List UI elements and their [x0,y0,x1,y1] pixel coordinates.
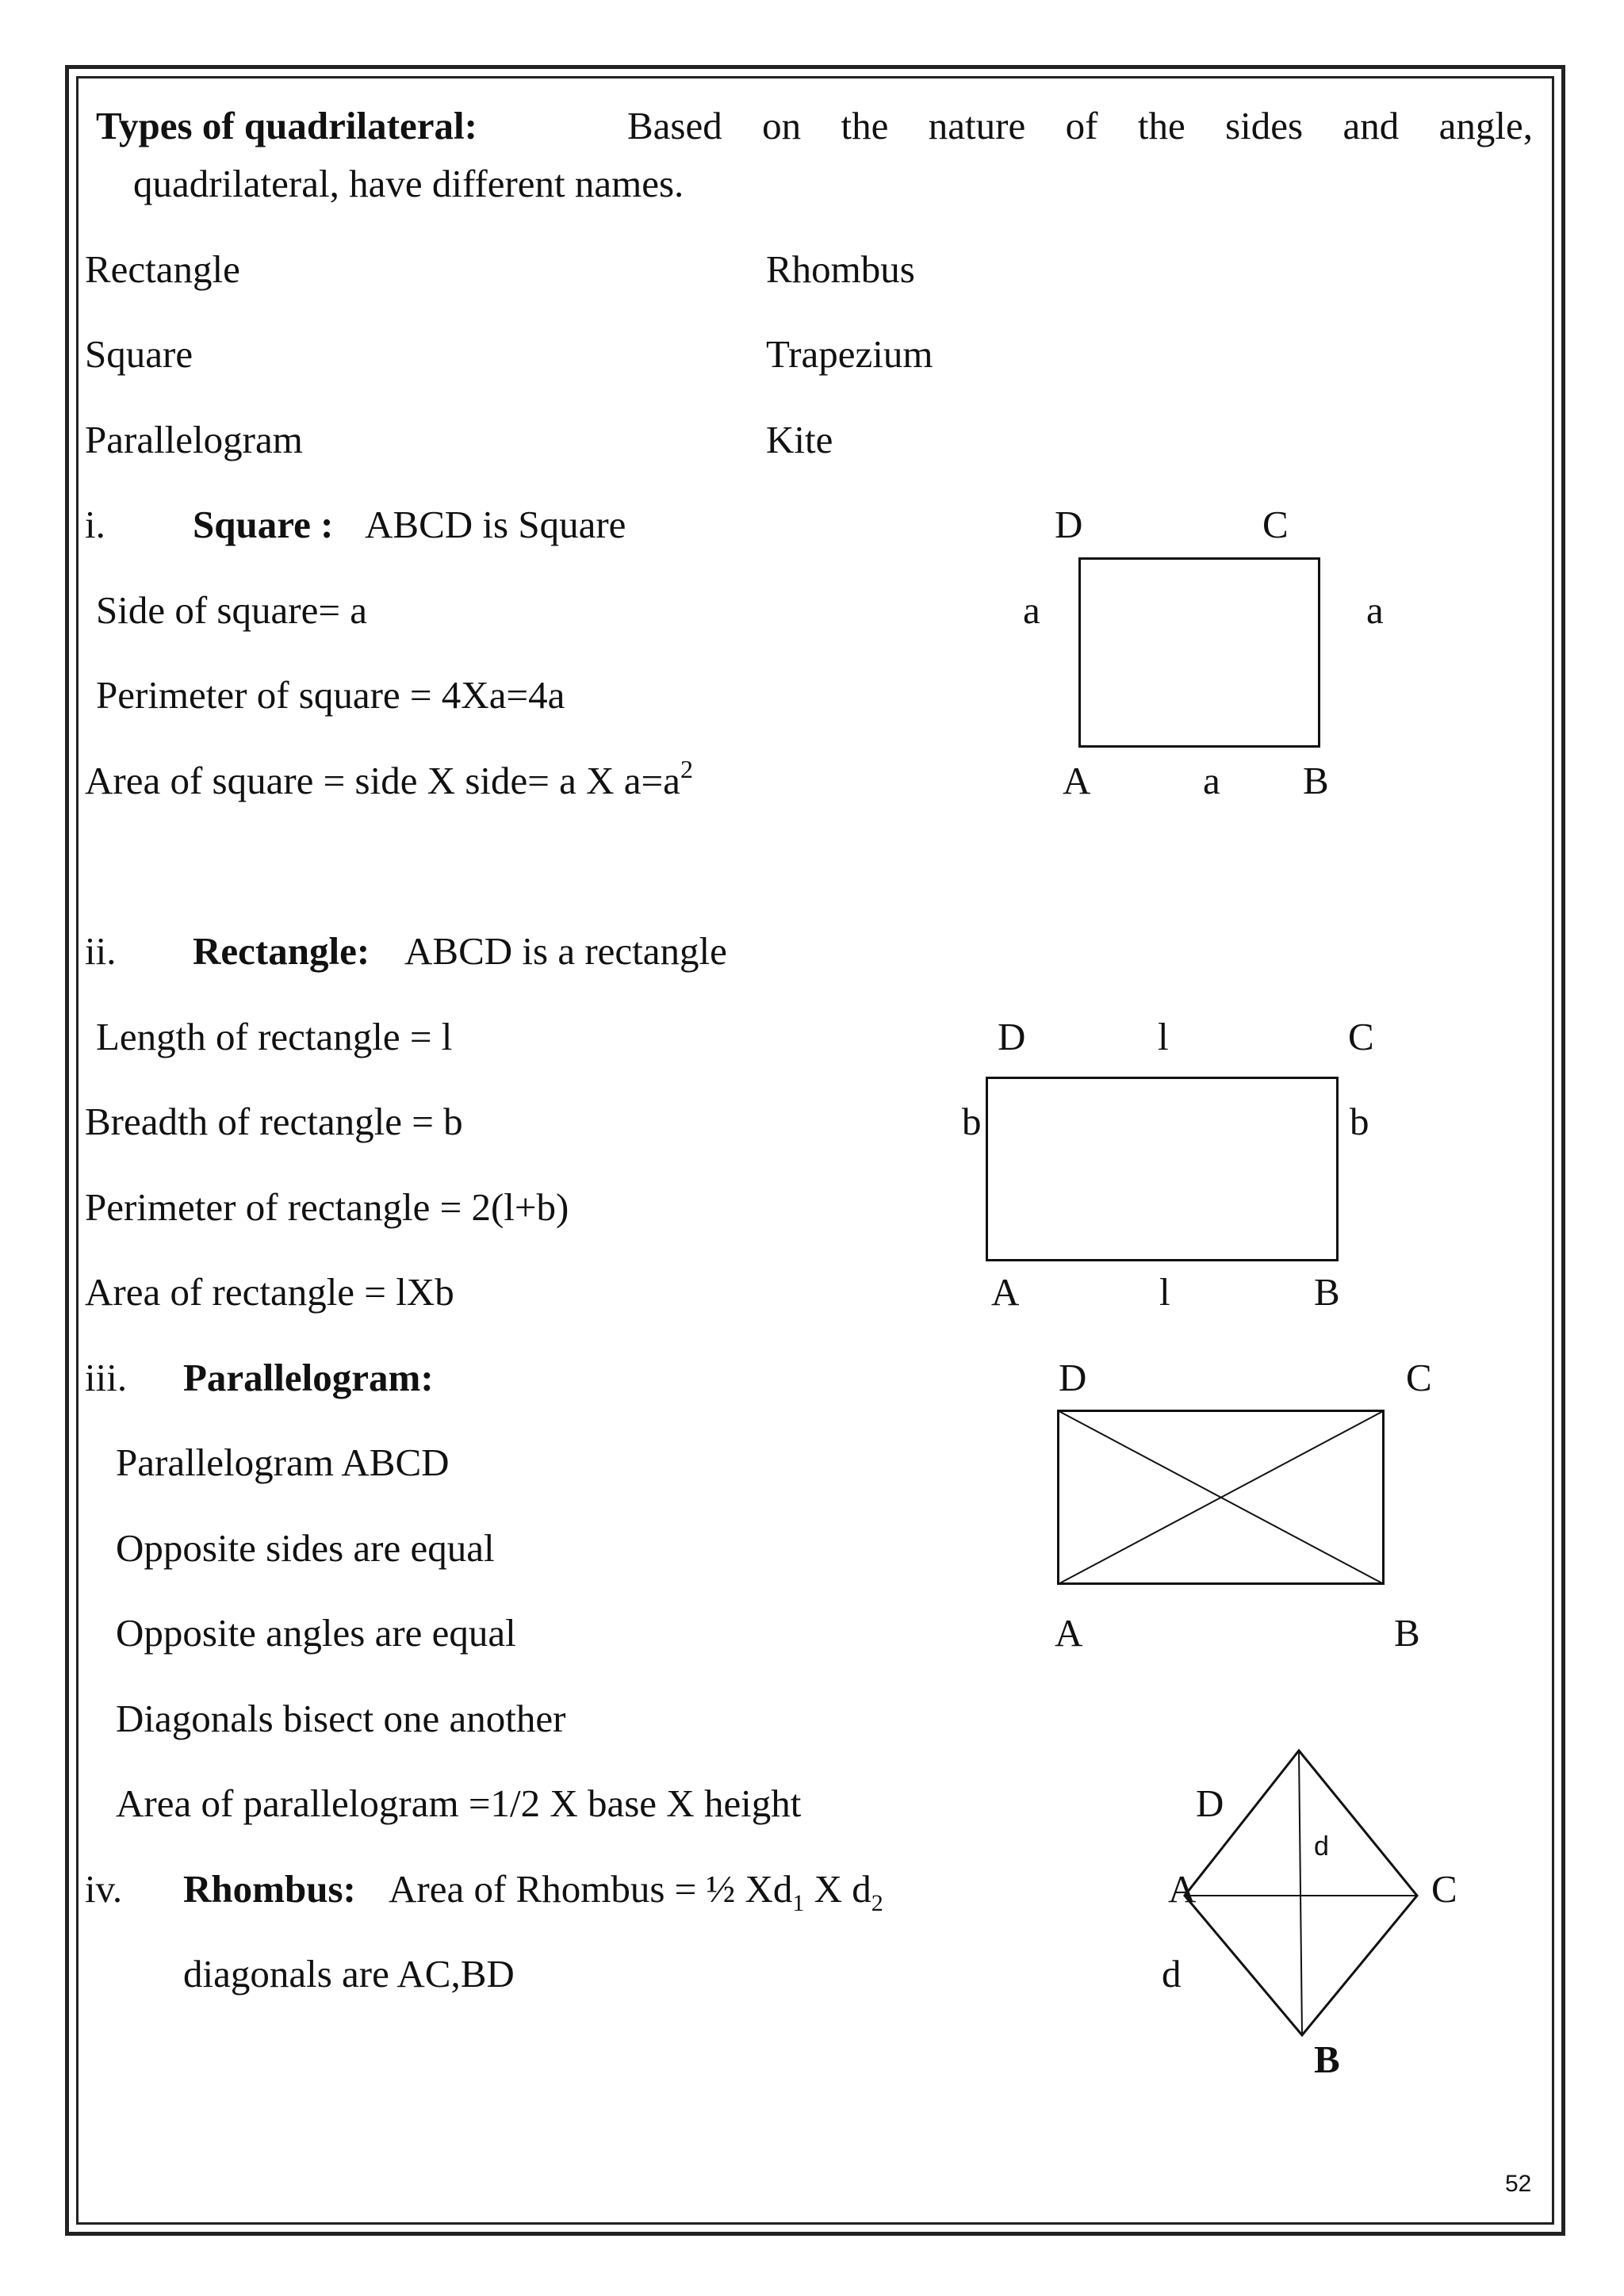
parallelogram-diagram [1057,1410,1385,1586]
rhombus-subscript-1: 1 [792,1889,805,1916]
square-diagram [1078,557,1321,748]
square-desc: ABCD is Square [365,503,626,546]
rhombus-label-b: B [1314,2038,1340,2081]
square-side: Side of square= a [96,588,367,632]
parallelogram-line4: Diagonals bisect one another [116,1697,566,1740]
intro-line2: quadrilateral, have different names. [133,162,684,205]
rhombus-title: Rhombus: [183,1867,356,1911]
page-number: 52 [1505,2171,1532,2197]
parallelogram-line5: Area of parallelogram =1/2 X base X height [116,1781,802,1825]
parallelogram-line3: Opposite angles are equal [116,1611,516,1655]
square-number: i. [85,503,105,546]
rhombus-diagonals: diagonals are AC,BD [183,1952,515,1996]
rhombus-number: iv. [85,1867,123,1911]
type-trapezium: Trapezium [766,332,933,376]
square-perimeter: Perimeter of square = 4Xa=4a [96,673,565,717]
type-square: Square [85,332,193,376]
square-label-c: C [1262,503,1289,546]
square-label-b: B [1303,759,1329,802]
rectangle-label-b: B [1314,1270,1340,1314]
rectangle-desc: ABCD is a rectangle [404,929,727,973]
parallelogram-label-b: B [1394,1611,1420,1655]
square-label-d: D [1055,503,1083,546]
rectangle-breadth: Breadth of rectangle = b [85,1100,463,1143]
intro-line1: Based on the nature of the sides and angle, [627,104,1533,147]
rectangle-label-d: D [998,1015,1026,1058]
rhombus-area: Area of Rhombus = ½ $Xd_1$ X $d_2$ [389,1867,883,1916]
rhombus-label-diagonal-top: d [1314,1831,1329,1862]
rectangle-area: Area of rectangle = lXb [85,1270,454,1314]
rectangle-label-left-side: b [962,1100,982,1143]
parallelogram-line1: Parallelogram ABCD [116,1441,450,1484]
rhombus-label-d: D [1196,1781,1224,1825]
square-area-exponent: 2 [680,755,693,783]
type-rectangle: Rectangle [85,247,240,291]
rhombus-subscript-2: 2 [871,1889,883,1916]
rectangle-number: ii. [85,929,117,973]
parallelogram-label-d: D [1059,1356,1087,1399]
square-label-left-side: a [1023,588,1040,632]
parallelogram-label-c: C [1406,1356,1432,1399]
rectangle-label-right-side: b [1350,1100,1369,1143]
rectangle-length: Length of rectangle = l [96,1015,453,1058]
square-title: Square : [193,503,334,546]
rectangle-label-a: A [991,1270,1020,1314]
rectangle-label-bottom-side: l [1159,1270,1170,1314]
parallelogram-label-a: A [1055,1611,1083,1655]
type-rhombus: Rhombus [766,247,915,291]
rectangle-title: Rectangle: [193,929,370,973]
parallelogram-title: Parallelogram: [183,1356,434,1399]
square-label-a: A [1063,759,1091,802]
parallelogram-line2: Opposite sides are equal [116,1526,495,1570]
type-parallelogram: Parallelogram [85,418,303,461]
intro-heading: Types of quadrilateral: [96,104,477,147]
rectangle-perimeter: Perimeter of rectangle = 2(l+b) [85,1185,569,1229]
rectangle-label-c: C [1348,1015,1374,1058]
rhombus-label-diagonal-left: d [1162,1952,1182,1996]
parallelogram-number: iii. [85,1356,128,1399]
rhombus-label-a: A [1168,1867,1197,1911]
type-kite: Kite [766,418,833,461]
square-area: Area of square = side X side= a X $a=a^2$ [85,755,693,802]
rhombus-label-c: C [1431,1867,1457,1911]
square-label-bottom-side: a [1203,759,1220,802]
rectangle-label-top-side: l [1158,1015,1169,1058]
rectangle-diagram [986,1077,1339,1261]
square-label-right-side: a [1366,588,1384,632]
